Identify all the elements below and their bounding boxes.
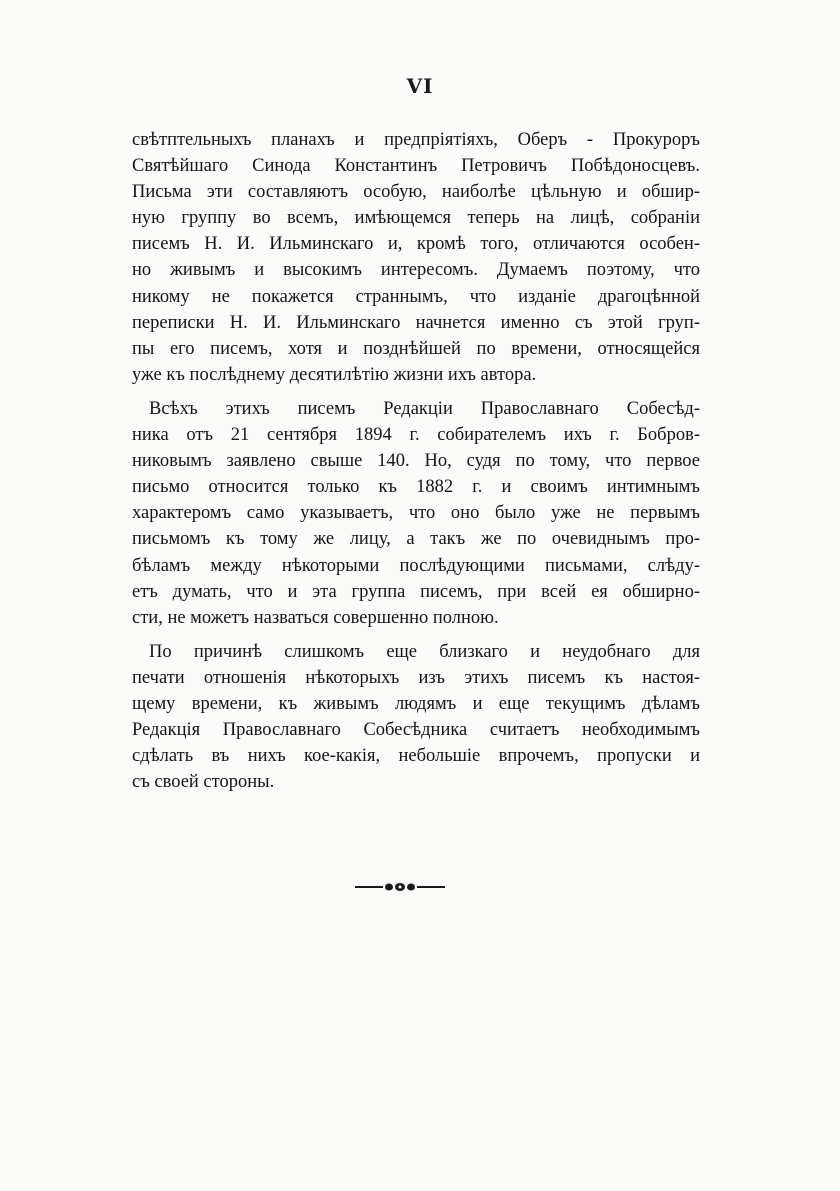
page-number: VI xyxy=(406,74,434,98)
text-line: щему времени, къ живымъ людямъ и еще текущимъ дѣламъ xyxy=(132,693,700,714)
text-line: характеромъ само указываетъ, что оно было уже не первымъ xyxy=(132,503,700,524)
paragraph-2 xyxy=(132,396,700,631)
text-line: Письма эти составляютъ особую, наиболѣе цѣльную и обшир- xyxy=(132,182,700,203)
text-line: свѣтптельныхъ планахъ и предпріятіяхъ, Оберъ - Прокуроръ xyxy=(132,130,700,150)
text-line: но живымъ и высокимъ интересомъ. Думаемъ поэтому, что xyxy=(132,260,700,281)
text-line: печати отношенія нѣкоторыхъ изъ этихъ писемъ къ настоя- xyxy=(132,667,700,688)
text-line: сдѣлать въ нихъ кое-какія, небольшіе впрочемъ, пропуски и xyxy=(132,746,700,767)
text-line: съ своей стороны. xyxy=(132,772,275,793)
text-line: никовымъ заявлено свыше 140. Но, судя по тому, что первое xyxy=(132,451,700,472)
text-line: уже къ послѣднему десятилѣтію жизни ихъ автора. xyxy=(132,364,537,385)
text-line: письмо относится только къ 1882 г. и своимъ интимнымъ xyxy=(132,477,700,498)
text-line: Всѣхъ этихъ писемъ Редакціи Православнаго Собесѣд- xyxy=(149,398,700,419)
end-ornament-icon xyxy=(355,881,445,893)
text-line: Святѣйшаго Синода Константинъ Петровичъ Побѣдоносцевъ. xyxy=(132,156,700,177)
text-line: переписки Н. И. Ильминскаго начнется именно съ этой груп- xyxy=(132,312,700,333)
text-line: пы его писемъ, хотя и позднѣйшей по времени, относящейся xyxy=(132,338,700,359)
text-line: ника отъ 21 сентября 1894 г. собирателемъ ихъ г. Бобров- xyxy=(132,425,700,446)
text-line: ную группу во всемъ, имѣющемся теперь на лицѣ, собраніи xyxy=(132,208,700,229)
text-line: никому не покажется страннымъ, что изданіе драгоцѣнной xyxy=(132,286,700,307)
text-line: бѣламъ между нѣкоторыми послѣдующими письмами, слѣду- xyxy=(132,555,700,576)
text-line: Редакція Православнаго Собесѣдника считаетъ необходимымъ xyxy=(132,720,700,741)
text-line: сти, не можетъ назваться совершенно полною. xyxy=(132,607,499,628)
paragraph-1 xyxy=(132,127,700,388)
text-line: письмомъ къ тому же лицу, а такъ же по очевиднымъ про- xyxy=(132,529,700,550)
text-line: етъ думать, что и эта группа писемъ, при всей ея обширно- xyxy=(132,581,700,602)
text-line: По причинѣ слишкомъ еще близкаго и неудобнаго для xyxy=(149,641,700,662)
paragraph-3 xyxy=(132,639,700,796)
body-text xyxy=(132,127,700,795)
text-line: писемъ Н. И. Ильминскаго и, кромѣ того, отличаются особен- xyxy=(132,234,700,255)
